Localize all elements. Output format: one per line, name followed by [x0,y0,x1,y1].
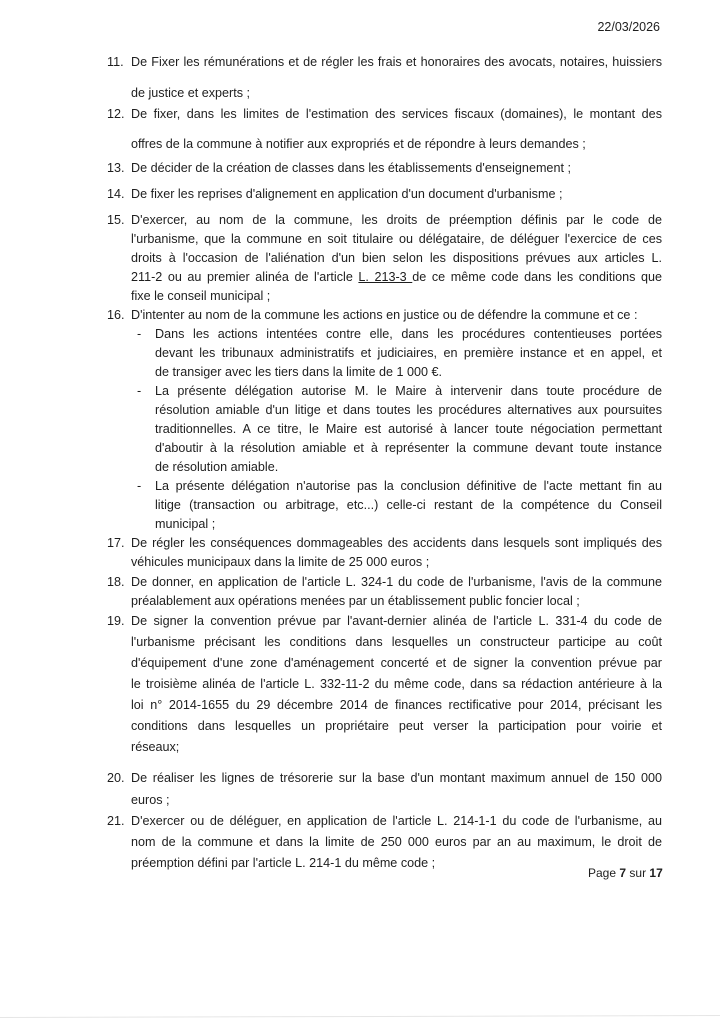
bullet-2-line: d'aboutir à la résolution amiable et à représenter la commune devant toute instance [155,441,662,455]
item-12-line: De fixer, dans les limites de l'estimation des services fiscaux (domaines), le montant des [131,107,662,121]
document-date: 22/03/2026 [597,20,660,34]
item-19-line: conditions dans lesquelles un propriétaire peut verser la participation pour voirie et [131,719,662,733]
item-19-line: réseaux; [131,740,180,754]
scan-edge-line [0,1015,720,1018]
item-number: 11. [107,55,124,69]
item-number: 12. [107,107,125,121]
item-15-line: droits à l'occasion de l'aliénation d'un bien selon les dispositions prévues aux articles L. [131,251,662,265]
item-11-line: De Fixer les rémunérations et de régler les frais et honoraires des avocats, notaires, huissiers [131,55,662,69]
item-12-line: offres de la commune à notifier aux expropriés et de répondre à leurs demandes ; [131,137,586,151]
item-15-line: l'urbanisme, que la commune en soit titulaire ou délégataire, de déléguer l'exercice de ces [131,232,662,246]
item-17-line: véhicules municipaux dans la limite de 25 000 euros ; [131,555,430,569]
page-current: 7 [619,866,627,880]
bullet-dash: - [137,327,142,341]
bullet-2-line: résolution amiable d'un litige et dans toutes les procédures alternatives aux poursuites [155,403,662,417]
page-sep: sur [629,866,647,880]
item-17-line: De régler les conséquences dommageables des accidents dans lesquels sont impliqués des [131,536,662,550]
item-19-line: De signer la convention prévue par l'avant-dernier alinéa de l'article L. 331-4 du code de [131,614,662,628]
item-19-line: d'équipement d'une zone d'aménagement concerté et de signer la convention prévue par [131,656,662,670]
item-13-line: De décider de la création de classes dans les établissements d'enseignement ; [131,161,571,175]
bullet-2-line: de résolution amiable. [155,460,279,474]
item-21-line: nom de la commune et dans la limite de 250 000 euros par an au maximum, le droit de [131,835,662,849]
item-21-line: D'exercer ou de déléguer, en application de l'article L. 214-1-1 du code de l'urbanisme, au [131,814,662,828]
item-15-text: de ce même code dans les conditions que [412,270,663,284]
item-number: 15. [107,213,125,227]
item-number: 16. [107,308,125,322]
item-15-line [131,269,662,285]
item-11-line: de justice et experts ; [131,86,251,100]
bullet-1-line: devant les tribunaux administratifs et judiciaires, en première instance et en appel, et [155,346,662,360]
bullet-dash: - [137,479,142,493]
bullet-1-line: Dans les actions intentées contre elle, dans les procédures contentieuses portées [155,327,662,341]
item-number: 21. [107,814,125,828]
item-number: 18. [107,575,125,589]
bullet-2-line: La présente délégation autorise M. le Maire à intervenir dans toute procédure de [155,384,662,398]
item-19-line: loi n° 2014-1655 du 29 décembre 2014 de finances rectificative pour 2014, précisant les [131,698,662,712]
bullet-dash: - [137,384,142,398]
item-20-line: euros ; [131,793,170,807]
item-number: 20. [107,771,125,785]
item-number: 17. [107,536,125,550]
item-15-text: 211-2 ou au premier alinéa de l'article [131,270,359,284]
bullet-1-line: de transiger avec les tiers dans la limite de 1 000 €. [155,365,443,379]
page-total: 17 [649,866,663,880]
page-label: Page [588,866,617,880]
article-reference-link[interactable]: L. 213-3 [358,270,413,284]
item-number: 13. [107,161,125,175]
item-14-line: De fixer les reprises d'alignement en application d'un document d'urbanisme ; [131,187,563,201]
item-21-line: préemption défini par l'article L. 214-1 du même code ; [131,856,436,870]
item-19-line: l'urbanisme précisant les conditions dans lesquelles un constructeur participe au coût [131,635,662,649]
item-19-line: le troisième alinéa de l'article L. 332-11-2 du même code, dans sa rédaction antérieure à la [131,677,662,691]
item-16-line: D'intenter au nom de la commune les actions en justice ou de défendre la commune et ce : [131,308,638,322]
item-15-line: D'exercer, au nom de la commune, les droits de préemption définis par le code de [131,213,662,227]
item-number: 19. [107,614,125,628]
item-18-line: De donner, en application de l'article L. 324-1 du code de l'urbanisme, l'avis de la commune [131,575,662,589]
bullet-3-line: La présente délégation n'autorise pas la conclusion définitive de l'acte mettant fin au [155,479,662,493]
item-18-line: préalablement aux opérations menées par un établissement public foncier local ; [131,594,580,608]
item-number: 14. [107,187,125,201]
bullet-3-line: municipal ; [155,517,216,531]
bullet-2-line: traditionnelles. A ce titre, le Maire est autorisé à lancer toute négociation permettant [155,422,662,436]
page-number [588,866,663,880]
bullet-3-line: litige (transaction ou arbitrage, etc...) celle-ci restant de la compétence du Conseil [155,498,662,512]
item-20-line: De réaliser les lignes de trésorerie sur la base d'un montant maximum annuel de 150 000 [131,771,662,785]
item-15-line: fixe le conseil municipal ; [131,289,271,303]
